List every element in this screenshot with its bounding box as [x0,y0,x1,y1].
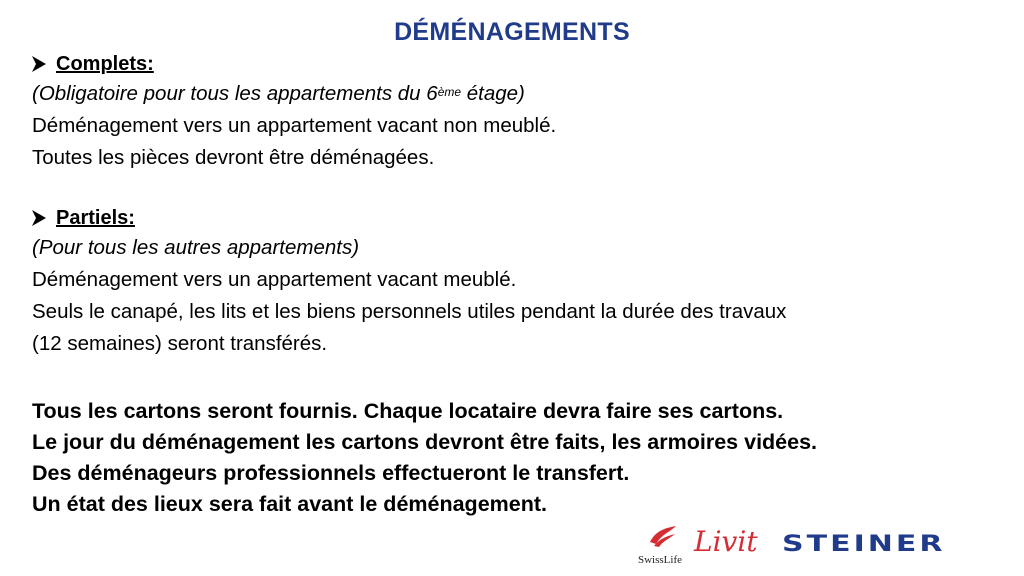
swisslife-logo [632,524,688,570]
swisslife-mark-icon [648,524,678,548]
complets-line-2: Toutes les pièces devront être déménagées. [32,146,435,169]
steiner-logo: STEINER [782,530,946,557]
summary-line: Tous les cartons seront fournis. Chaque locataire devra faire ses cartons. [32,399,784,423]
partiels-note: (Pour tous les autres appartements) [32,236,360,259]
heading-partiels-label: Partiels: [56,206,135,229]
page-title: DÉMÉNAGEMENTS [394,18,630,46]
summary-line: Un état des lieux sera fait avant le déménagement. [32,492,547,516]
complets-line-1: Déménagement vers un appartement vacant non meublé. [32,114,557,137]
livit-logo: Livit [694,525,758,558]
section-partiels [32,204,1002,360]
complets-note [32,78,1002,110]
logo-strip [632,520,972,570]
complets-note-after: étage) [461,82,525,105]
partiels-line-3: (12 semaines) seront transférés. [32,332,328,355]
heading-complets [32,50,1002,78]
arrow-bullet-icon [32,56,46,72]
arrow-bullet-icon [32,210,46,226]
partiels-line-2: Seuls le canapé, les lits et les biens personnels utiles pendant la durée des travaux [32,300,787,323]
swisslife-logo-text: SwissLife [638,554,682,566]
complets-note-sup: ème [437,85,462,99]
summary-line: Des déménageurs professionnels effectueront le transfert. [32,461,630,485]
complets-note-before: (Obligatoire pour tous les appartements du 6 [32,82,438,105]
heading-complets-label: Complets: [56,52,154,75]
summary-line: Le jour du déménagement les cartons devront être faits, les armoires vidées. [32,430,818,454]
partiels-line-1: Déménagement vers un appartement vacant meublé. [32,268,517,291]
section-summary [32,396,1002,520]
section-complets [32,50,1002,174]
heading-partiels [32,204,1002,232]
